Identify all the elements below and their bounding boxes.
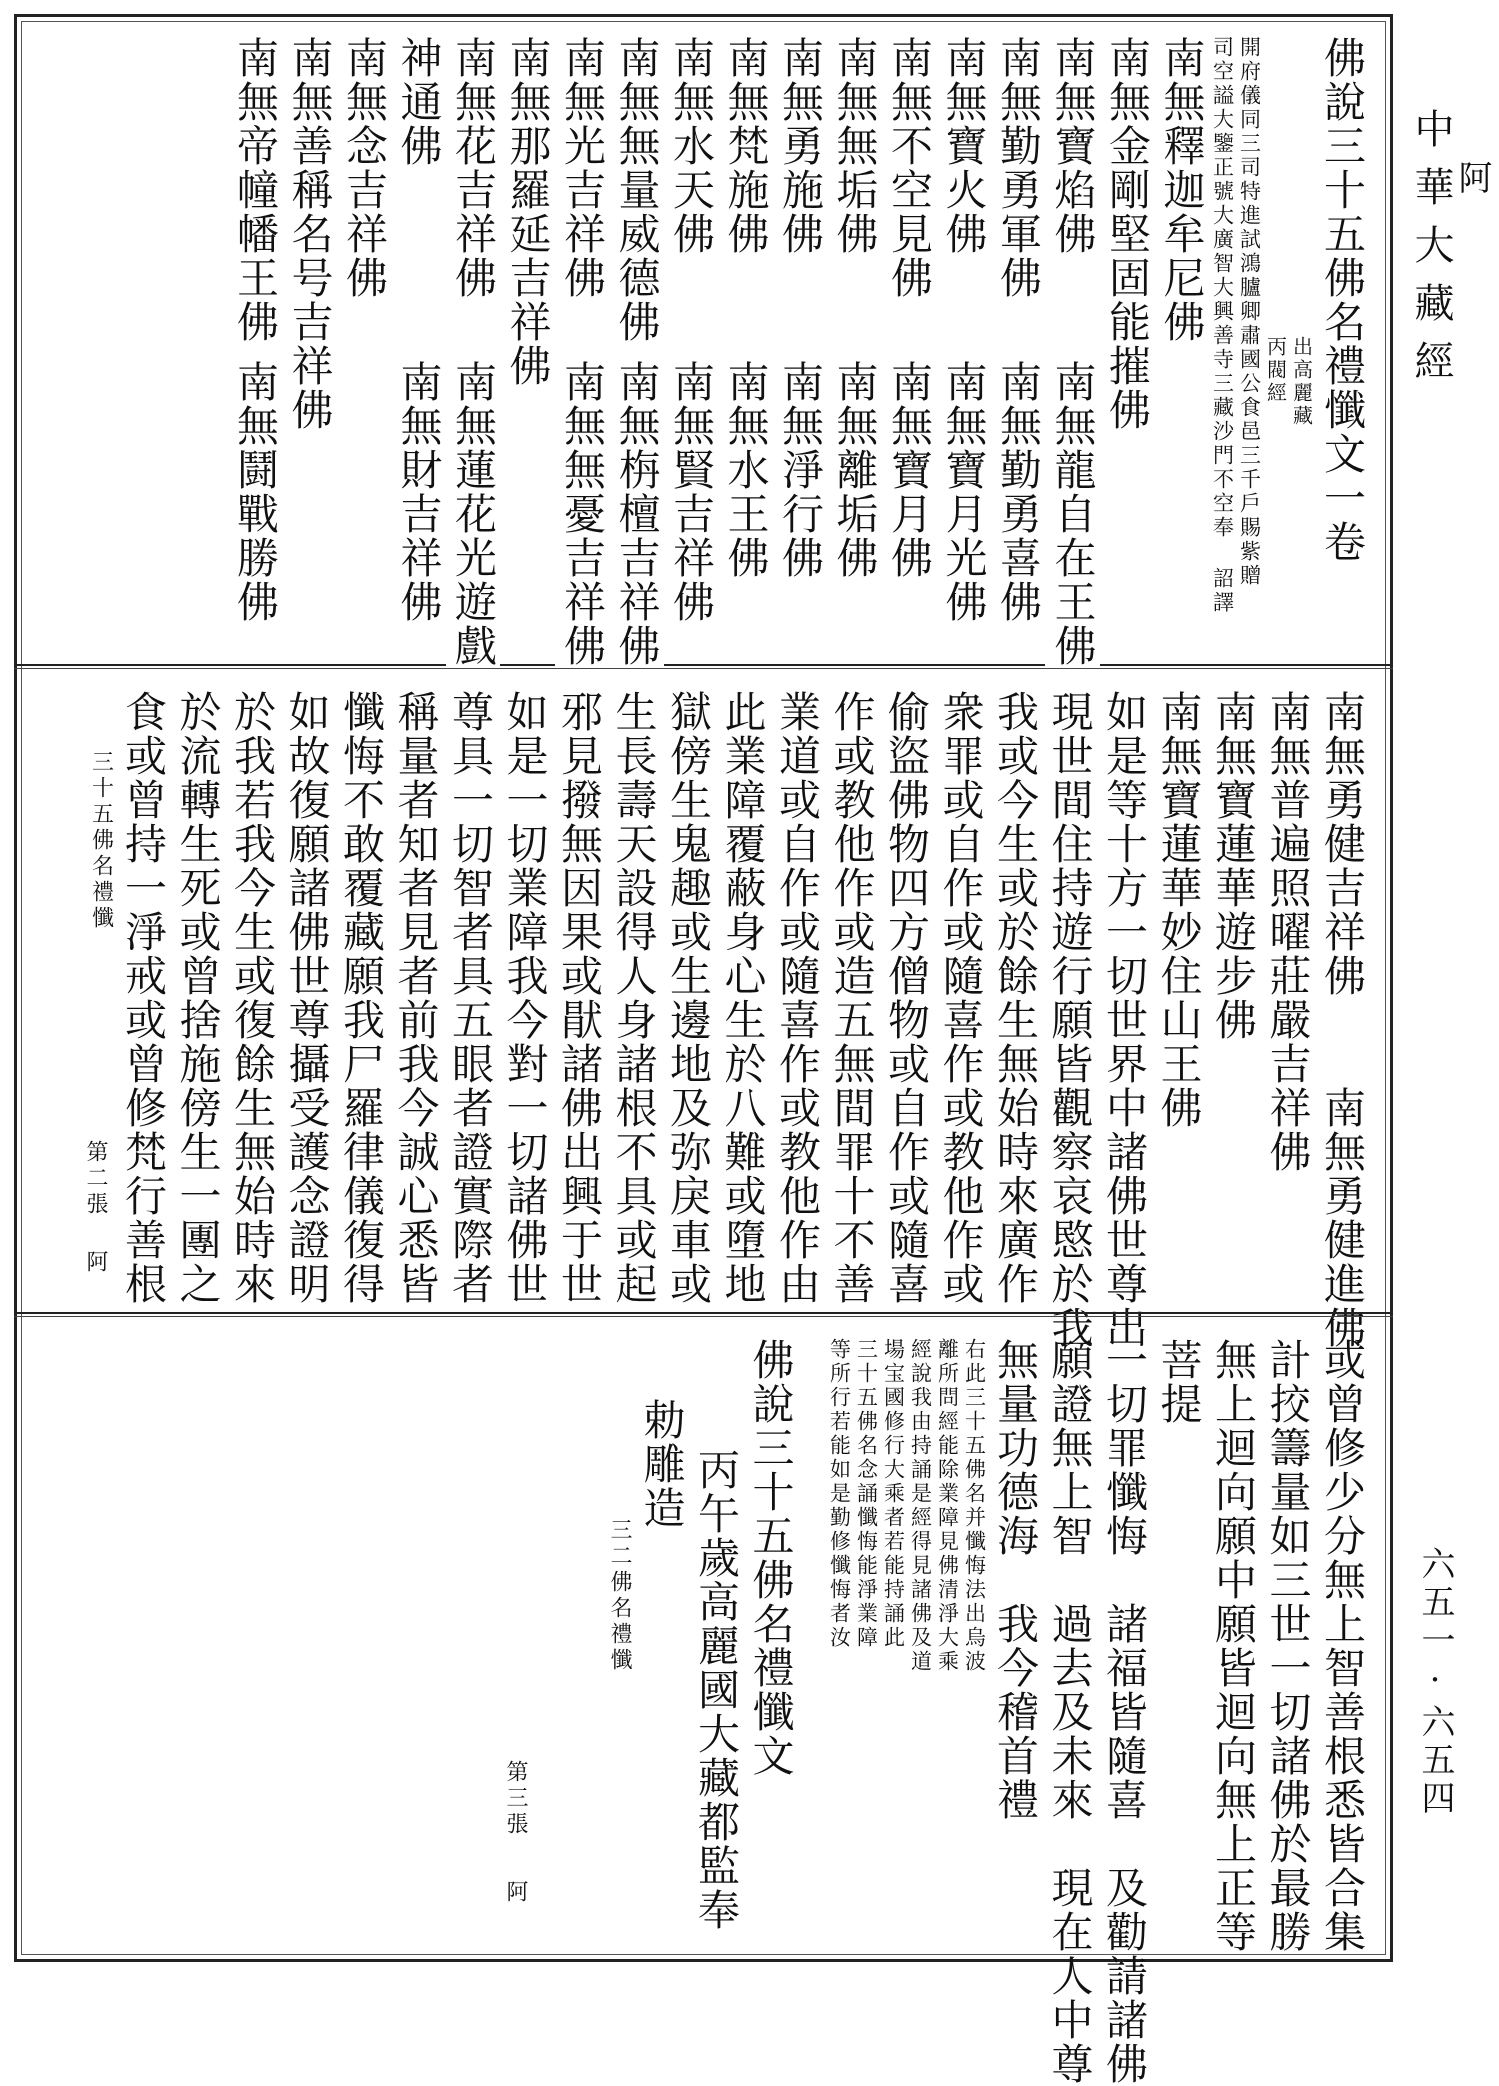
text-column: 計挍籌量如三世一切諸佛於最勝 bbox=[1260, 1338, 1315, 1954]
text-column: 業道或自作或隨喜作或教他作由 bbox=[770, 690, 825, 1306]
text-column: 懺悔不敢覆藏願我尸羅律儀復得 bbox=[334, 690, 389, 1306]
text-column: 邪見撥無因果或猒諸佛出興于世 bbox=[552, 690, 607, 1306]
buddha-name-lower: 南無寶月佛 bbox=[882, 360, 937, 580]
buddha-name-col: 南無釋迦牟尼佛 bbox=[1154, 36, 1209, 344]
text-column: 獄傍生鬼趣或生邊地及弥戾車或 bbox=[661, 690, 716, 1306]
text-column: 如是等十方一切世界中諸佛世尊出 bbox=[1097, 690, 1152, 1350]
footer-mark: 阿 bbox=[500, 1880, 530, 1906]
title-mark: 阿 bbox=[1445, 160, 1499, 196]
buddha-name-col: 神通佛 bbox=[391, 36, 446, 366]
end-title: 佛說三十五佛名禮懺文 bbox=[743, 1338, 798, 1778]
panel-bottom bbox=[14, 1324, 1393, 1954]
note-column: 等所行若能如是勤修懺悔者汝 bbox=[826, 1338, 853, 1650]
text-column: 菩提 bbox=[1151, 1338, 1206, 1426]
text-column: 尊具一切智者具五眼者證實際者 bbox=[443, 690, 498, 1306]
text-column: 如是一切業障我今對一切諸佛世 bbox=[497, 690, 552, 1306]
buddha-name-col: 南無光吉祥佛 bbox=[555, 36, 610, 366]
scripture-title: 佛說三十五佛名禮懺文一卷 bbox=[1315, 36, 1370, 564]
footer-title: 三十五佛名禮懺 bbox=[86, 690, 116, 932]
buddha-name-lower: 南無賢吉祥佛 bbox=[664, 360, 719, 624]
text-column: 作或教他作或造五無間罪十不善 bbox=[824, 690, 879, 1306]
verse-column: 願證無上智 過去及未來 現在人中尊 bbox=[1042, 1338, 1097, 2086]
text-column: 生長壽天設得人身諸根不具或起 bbox=[606, 690, 661, 1306]
buddha-name-col: 南無寶焰佛 bbox=[1045, 36, 1100, 366]
buddha-name-pair bbox=[1045, 36, 1100, 366]
buddha-name-lower: 南無水王佛 bbox=[718, 360, 773, 580]
buddha-name-col: 南無勇施佛 bbox=[773, 36, 828, 366]
text-column: 於我若我今生或復餘生無始時來 bbox=[225, 690, 280, 1306]
buddha-name-col: 南無不空見佛 bbox=[882, 36, 937, 366]
buddha-name-col: 南無水天佛 bbox=[664, 36, 719, 366]
text-column: 現世間住持遊行願皆觀察哀愍於我 bbox=[1042, 690, 1097, 1350]
colophon-line-2: 勅雕造 bbox=[634, 1338, 689, 1530]
buddha-name-col: 南無勤勇軍佛 bbox=[991, 36, 1046, 366]
buddha-name-col: 南無寶火佛 bbox=[936, 36, 991, 366]
buddha-name-col: 南無善稱名号吉祥佛 bbox=[282, 36, 337, 432]
footer-sheet-number: 第二張 bbox=[80, 1140, 110, 1218]
text-column: 無上迴向願中願皆迴向無上正等 bbox=[1206, 1338, 1261, 1954]
page-number: 六五一·六五四 bbox=[1413, 1546, 1457, 1818]
text-column: 或曾修少分無上智善根悉皆合集 bbox=[1315, 1338, 1370, 1954]
translator-line-2: 司空謚大鑒正號大廣智大興善寺三藏沙門不空奉 詔譯 bbox=[1209, 36, 1236, 615]
verse-column: 無量功德海 我今稽首禮 bbox=[988, 1338, 1043, 1822]
text-column: 南無勇健吉祥佛 南無勇健進佛 bbox=[1315, 690, 1370, 1350]
text-column: 食或曾持一淨戒或曾修梵行善根 bbox=[116, 690, 171, 1306]
panel-divider bbox=[14, 1312, 1393, 1317]
text-column: 衆罪或自作或隨喜作或教他作或 bbox=[933, 690, 988, 1306]
buddha-name-col: 南無金剛堅固能摧佛 bbox=[1100, 36, 1155, 432]
title-note: 出高麗藏 bbox=[1289, 36, 1315, 428]
text-column: 如故復願諸佛世尊攝受護念證明 bbox=[279, 690, 334, 1306]
footer-sheet-number: 第三張 bbox=[500, 1760, 530, 1838]
buddha-name-lower: 南無無憂吉祥佛 bbox=[555, 360, 610, 668]
buddha-name-col: 南無無垢佛 bbox=[827, 36, 882, 366]
collection-title: 中華大藏經 bbox=[1406, 108, 1456, 398]
panel-middle bbox=[14, 676, 1393, 1309]
buddha-name-lower: 南無鬪戰勝佛 bbox=[228, 360, 283, 624]
translator-line-1: 開府儀同三司特進試鴻臚卿肅國公食邑三千戶賜紫贈 bbox=[1236, 36, 1263, 588]
text-column: 南無寶蓮華遊步佛 bbox=[1206, 690, 1261, 1042]
buddha-name-lower: 南無淨行佛 bbox=[773, 360, 828, 580]
buddha-name-col: 南無念吉祥佛 bbox=[337, 36, 392, 300]
buddha-name-col: 南無無量威德佛 bbox=[609, 36, 664, 366]
panel-top-lower-names bbox=[14, 360, 1393, 660]
text-column: 稱量者知者見者前我今誠心悉皆 bbox=[388, 690, 443, 1306]
buddha-name-lower: 南無離垢佛 bbox=[827, 360, 882, 580]
buddha-name-col: 南無花吉祥佛 bbox=[446, 36, 501, 366]
buddha-name-lower: 南無栴檀吉祥佛 bbox=[609, 360, 664, 668]
colophon-line-1: 丙午歲高麗國大藏都監奉 bbox=[689, 1338, 744, 1932]
note-column: 離所問經能除業障見佛清淨大乘 bbox=[934, 1338, 961, 1674]
buddha-name-col: 南無那羅延吉祥佛 bbox=[500, 36, 555, 388]
note-column: 右此三十五佛名并懺悔法出烏波 bbox=[961, 1338, 988, 1674]
note-column: 經說我由持誦是經得見諸佛及道 bbox=[907, 1338, 934, 1674]
text-column: 此業障覆蔽身心生於八難或墮地 bbox=[715, 690, 770, 1306]
note-column: 場宝國修行大乘者若能持誦此 bbox=[880, 1338, 907, 1650]
footer-mark: 阿 bbox=[80, 1250, 110, 1276]
text-column: 於流轉生死或曾捨施傍生一團之 bbox=[170, 690, 225, 1306]
buddha-name-lower: 南無勤勇喜佛 bbox=[991, 360, 1046, 624]
buddha-name-lower: 南無寶月光佛 bbox=[936, 360, 991, 624]
footer-title: 三二佛名禮懺 bbox=[604, 1338, 634, 1674]
buddha-name-col: 南無帝幢幡王佛 bbox=[228, 36, 283, 366]
buddha-name-lower: 南無蓮花光遊戲 bbox=[446, 360, 501, 668]
note-column: 三十五佛名念誦懺悔能淨業障 bbox=[853, 1338, 880, 1650]
text-column: 南無寶蓮華妙住山王佛 bbox=[1151, 690, 1206, 1130]
buddha-name-lower: 南無財吉祥佛 bbox=[391, 360, 446, 624]
buddha-name-col: 南無梵施佛 bbox=[718, 36, 773, 366]
panel-divider bbox=[14, 664, 1393, 669]
text-column: 我或今生或於餘生無始時來廣作 bbox=[988, 690, 1043, 1306]
buddha-name-lower: 南無龍自在王佛 bbox=[1045, 360, 1100, 668]
text-column: 偷盜佛物四方僧物或自作或隨喜 bbox=[879, 690, 934, 1306]
title-note-2: 丙閥經 bbox=[1263, 36, 1289, 405]
verse-column: 一切罪懺悔 諸福皆隨喜 及勸請諸佛 bbox=[1097, 1338, 1152, 2086]
text-column: 南無普遍照曜莊嚴吉祥佛 bbox=[1260, 690, 1315, 1174]
